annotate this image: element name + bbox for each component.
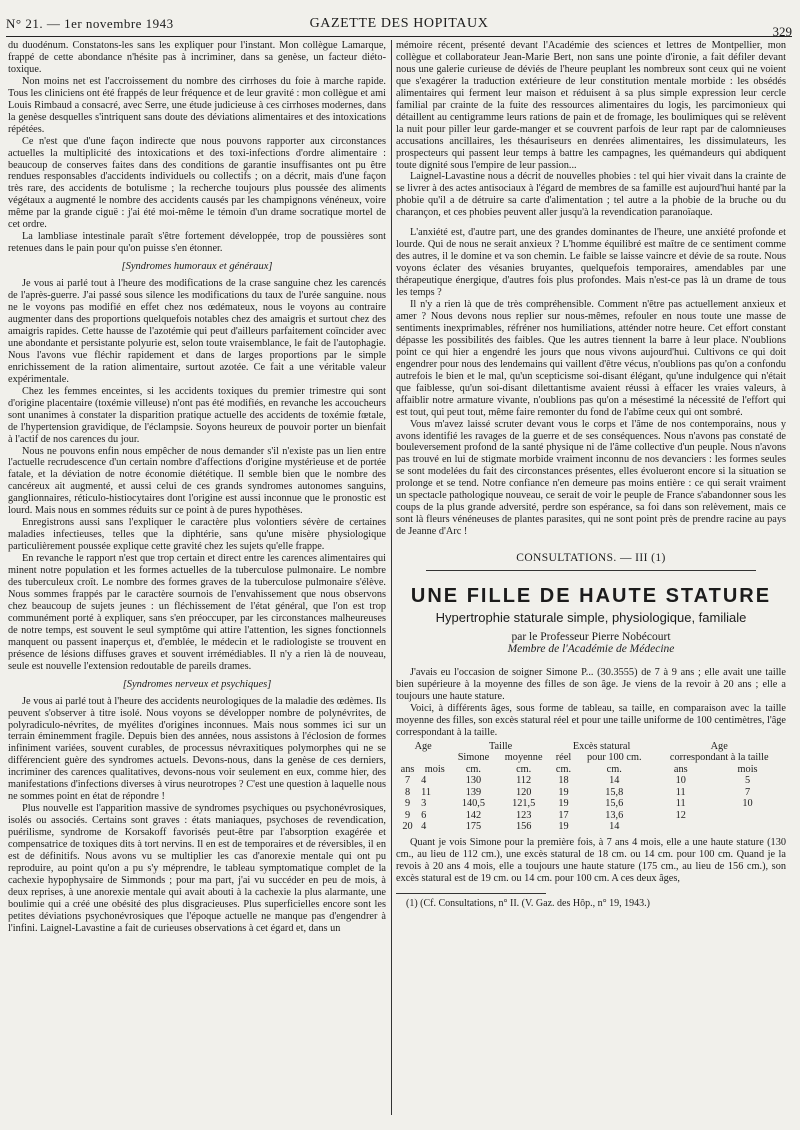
table-header-cell: Taille bbox=[488, 740, 513, 752]
table-header-cell: mois bbox=[424, 763, 445, 775]
paragraph: Vous m'avez laissé scruter devant vous le corps et l'âme de nos contemporains, nous y avons identifié les ravages de la guerre et de ses conséquences. Nous n'avons pas constaté de bouleversement profond de la santé physique ni de l'âme collective d'un peuple. Nous n'avons pas trouvé en lui de stigmate morbide vraiment inconnu de nos devanciers : les formes seules se sont modelées du fait des circonstances présentes, elles évolueront encore si la situation se prolonge et se tend. Notre confiance n'en demeure pas moins entière : ce qui serait vraiment un spectacle pathologique nouveau, ce serait de voir le peuple de France s'abandonner sous les coups de la plus grande adversité, perdre son espérance, sa foi dans son relèvement, mais ce sont là fleurs vénéneuses de plantes parasites, qui ne sont point près de prendre racine au pays de Jeanne d'Arc ! bbox=[396, 418, 786, 538]
section-rule bbox=[426, 570, 756, 571]
table-cell: 9 bbox=[404, 809, 411, 821]
table-cell: 15,8 bbox=[605, 786, 624, 798]
table-cell: 12 bbox=[675, 809, 686, 821]
table-header-cell: cm. bbox=[606, 763, 622, 775]
paragraph: mémoire récent, présenté devant l'Académie des sciences et lettres de Montpellier, mon collègue et collaborateur Jean-Marie Bert, non sans une pointe d'ironie, a fait défiler devant nous une galerie curieuse de déviés de l'heure peuplant les nombreux sont ceux qui ne voient que s'exagérer la traduction extérieure de leur constitution mentale morbide : les obsédés alimentaires qui ferment leur maison et réduisent à sa plus simple expression leur cercle familial par crainte de la fuite des ressources alimentaires du logis, les parcimonieux qui détaillent au centigramme leurs rations de pain et de fromage, les boulimiques qui se relèvent la nuit pour piller leur garde-manger et se couvrent parfois de leur rapt par de calomnieuses accusations ancillaires, les thésauriseurs en denrées alimentaires, les dissimulateurs, les prospecteurs qui passent leur temps à battre les campagnes, les quémandeurs qui abdiquent toute dignité sous l'empire de leur passion... bbox=[396, 40, 786, 171]
table-cell: 121,5 bbox=[512, 798, 536, 810]
table-row bbox=[396, 798, 786, 810]
table-header-cell: Age bbox=[414, 740, 432, 752]
table-header-row bbox=[396, 741, 786, 753]
paragraph: Nous ne pouvons enfin nous empêcher de nous demander s'il n'existe pas un lien entre l'actuelle recrudescence d'un certain nombre d'affections d'origine mystérieuse et de portée fatale, et la déviation de notre économie diététique. Il semble bien que le nombre des cancéreux ait augmenté, et aussi celui de ces grands syndromes autonomes sanguins, ganglionnaires, réticulo-histiocytaires dont l'origine est aussi inconnue que le pronostic est lourd. Mais nous en sommes réduits sur ce point à de pures hypothèses. bbox=[8, 445, 386, 517]
section-subheading: [Syndromes nerveux et psychiques] bbox=[122, 678, 272, 690]
table-cell: 4 bbox=[421, 775, 427, 787]
footnote: (1) (Cf. Consultations, n° II. (V. Gaz. des Hôp., n° 19, 1943.) bbox=[406, 897, 650, 909]
table-header-cell: moyenne bbox=[504, 752, 543, 764]
table-header-cell: cm. bbox=[555, 763, 572, 775]
author-affiliation: Membre de l'Académie de Médecine bbox=[507, 643, 675, 656]
table-cell bbox=[709, 821, 786, 833]
article-subtitle: Hypertrophie staturale simple, physiologique, familiale bbox=[435, 610, 747, 626]
table-cell: 20 bbox=[402, 821, 413, 833]
table-header-cell: Simone bbox=[457, 752, 490, 764]
table-cell: 11 bbox=[675, 798, 686, 810]
table-header-cell: correspondant à la taille bbox=[669, 752, 769, 764]
table-header-row bbox=[396, 752, 786, 764]
left-column bbox=[8, 40, 386, 1115]
issue-info: N° 21. — 1er novembre 1943 bbox=[6, 16, 174, 31]
paragraph: La lambliase intestinale paraît s'être fortement développée, trop de poussières sont retenues dans le pain pour qu'on puisse s'en étonner. bbox=[8, 231, 386, 255]
journal-title: GAZETTE DES HOPITAUX bbox=[309, 16, 489, 31]
table-cell: 3 bbox=[421, 798, 427, 810]
table-row bbox=[396, 810, 786, 822]
consultations-heading: CONSULTATIONS. — III (1) bbox=[516, 552, 666, 565]
stature-table bbox=[396, 741, 786, 833]
paragraph: Ce n'est que d'une façon indirecte que nous pouvons rapporter aux circonstances actuelles la multiplicité des intoxications et des toxi-infections d'ordre alimentaire : beaucoup de conserves faites dans des conditions de garantie insuffisantes ont pu être rendues responsables d'accidents individuels ou collectifs ; on a décrit, mais d'une façon très rare, des accidents de botulisme ; la recherche toujours plus poussée des aliments végétaux a augmenté le nombre des accidents causés par les champignons vénéneux, voire même par la grande ciguë : j'ai été moi-même le témoin d'un drame socratique mortel de cet ordre. bbox=[8, 135, 386, 231]
table-cell: 5 bbox=[744, 775, 751, 787]
paragraph: J'avais eu l'occasion de soigner Simone P... (30.3555) de 7 à 9 ans ; elle avait une taille bien supérieure à la moyenne des filles de son âge. Je viens de la revoir à 20 ans ; elle a toujours une haute stature. bbox=[396, 667, 786, 702]
table-cell: 19 bbox=[558, 798, 569, 810]
table-cell: 156 bbox=[515, 821, 532, 833]
table-header-cell: ans bbox=[673, 763, 688, 775]
header-rule bbox=[6, 36, 792, 37]
paragraph: L'anxiété est, d'autre part, une des grandes dominantes de l'heure, une anxiété profonde et lourde. Qui de nous ne serait anxieux ? L'homme équilibré est maître de ce sentiment comme des autres, il le domine et va son chemin. Le faible se laisse vaincre et dévie de sa route. Nous voyons éclater des vésanies bruyantes, quelquefois temporaires, amendables par une thérapeutique énergique, d'autres fois plus profondes. Mais n'est-ce pas là un drame de tous les temps ? bbox=[396, 227, 786, 299]
table-cell: 14 bbox=[609, 821, 620, 833]
article-author: par le Professeur Pierre Nobécourt bbox=[511, 631, 671, 644]
table-cell: 17 bbox=[558, 809, 569, 821]
paragraph: Voici, à différents âges, sous forme de tableau, sa taille, en comparaison avec la taille moyenne des filles, son excès statural réel et pour une taille uniforme de 100 centimètres, l'âge correspondant à la taille. bbox=[396, 702, 786, 738]
article-title: UNE FILLE DE HAUTE STATURE bbox=[410, 585, 772, 608]
table-cell: 120 bbox=[515, 786, 532, 798]
paragraph: En revanche le rapport n'est que trop certain et direct entre les carences alimentaires qui minent notre population et les formes actuelles de la tuberculose pulmonaire. Le nombre des tuberculeux croît. Le nombre des formes graves de la tuberculose pulmonaire s'élève. Nous sommes frappés par le caractère sournois de l'envahissement que nous observons chez beaucoup de sujets jeunes : un fléchissement de l'état général, que l'on est trop communément porté à expliquer, sans s'en préoccuper, par les circonstances malheureuses de notre temps, est souvent le seul symptôme qui attire l'attention, les signes fonctionnels manquent ou passent inaperçus et, d'emblée, le médecin et le radiologiste se trouvent en présence de lésions diffuses graves et souvent irrémédiables. Il n'y a rien là de nouveau, seule est nouvelle l'extension redoutable de pareils drames. bbox=[8, 553, 386, 672]
page-number: 329 bbox=[772, 24, 792, 39]
table-row bbox=[396, 821, 786, 833]
right-column bbox=[396, 40, 786, 1115]
table-cell: 123 bbox=[515, 809, 532, 821]
table-cell: 14 bbox=[609, 775, 620, 787]
paragraph: Je vous ai parlé tout à l'heure des modifications de la crase sanguine chez les carencés de l'après-guerre. J'ai passé sous silence les modifications du taux de l'urée sanguine. nous ne le voyons pas modifié en effet chez nos œdémateux, nous le voyons au contraire augmenter dans des proportions quelquefois notables chez des amaigris et surtout chez des amaigris rapides. Cette hausse de l'azotémie qui peut d'ailleurs parfaitement coïncider avec une abondante et persistante polyurie est, selon toute vraisemblance, le fait de l'autophagie. Nous l'avons vue fléchir rapidement et dans de larges proportions par le simple enrichissement de la ration alimentaire, surtout azotée. Ce fait a une véritable valeur expérimentale. bbox=[8, 278, 386, 385]
table-cell: 15,6 bbox=[605, 798, 624, 810]
table-cell bbox=[709, 810, 786, 822]
paragraph: Il n'y a rien là que de très compréhensible. Comment n'être pas actuellement anxieux et amer ? Nous devons nous replier sur nous-mêmes, refouler en nous toute une masse de sentiments inexprimables, réfréner nos humiliations, atténder notre heure. Cet effort constant dépasse les possibilités des faibles. Que les autres tiennent la barre à leur place. N'oublions point ce qui hier a engendré les jours que nous vivons aujourd'hui. Cultivons ce qui doit engendrer pour nous des lendemains qui vaillent d'être vécus, n'oublions pas qu'on a confondu autrefois le bien et le mal, qu'un scepticisme soi-disant élégant, qu'une indulgence qui n'était que faiblesse, qu'un soi-disant dilettantisme avaient réussi à effacer les vraies valeurs, à affaiblir notre armature vivante, n'oublions pas qu'on a mésestimé la nécessité de l'effort qui est tout, qui peut tout, même faire remonter du fond de l'abîme ceux qui ont sombré. bbox=[396, 299, 786, 418]
table-header-row bbox=[396, 764, 786, 776]
table-cell: 19 bbox=[558, 821, 569, 833]
table-row bbox=[396, 787, 786, 799]
table-row bbox=[396, 775, 786, 787]
paragraph: Enregistrons aussi sans l'expliquer le caractère plus volontiers sévère de certaines maladies infectieuses, telles que la diphtérie, sans qu'une misère physiologique particulièrement poussée explique cette gravité chez les sujets qu'elle frappe. bbox=[8, 517, 386, 553]
footnote-rule bbox=[396, 893, 546, 894]
table-header-cell: réel bbox=[555, 752, 572, 764]
table-cell: 7 bbox=[744, 786, 751, 798]
table-cell: 13,6 bbox=[605, 809, 624, 821]
paragraph: Quant je vois Simone pour la première fois, à 7 ans 4 mois, elle a une haute stature (130 cm., au lieu de 112 cm.), une excès statural de 18 cm. ou 14 cm. pour 100 cm. Quand je la revois à 20 ans 4 mois, elle a toujours une haute stature (175 cm., au lieu de 156 cm.), son excès statural est de 19 cm. ou 14 cm. pour 100 cm. A ces deux âges, bbox=[396, 836, 786, 884]
paragraph: Je vous ai parlé tout à l'heure des accidents neurologiques de la maladie des œdèmes. Ils peuvent s'observer à titre isolé. Nous voyons se développer nombre de polynévrites, de polyradiculo-névrites, de myélites d'origines inconnues. Mais nous sommes ici sur un terrain éminemment fragile. Depuis bien des années, nous assistons à l'éclosion de formes infiniment variées, souvent curables, de processus névraxitiques polymorphes qui ne se différencient guère des syndromes actuels. Devons-nous, dans la genèse de ces derniers, incriminer des carences qualitatives, devons-nous voir seulement en eux, comme hier, des manifestations d'infections diverses à virus neurotropes ? C'est une question à laquelle nous ne sommes point en état de répondre ! bbox=[8, 695, 386, 803]
table-header-cell: pour 100 cm. bbox=[586, 752, 642, 764]
table-cell: 11 bbox=[675, 786, 686, 798]
paragraph: Non moins net est l'accroissement du nombre des cirrhoses du foie à marche rapide. Tous les cliniciens ont été frappés de leur fréquence et de leur gravité : mon collègue et ami Louis Rimbaud a consacré, avec Serre, une étude judicieuse à ces cirrhoses modernes, dans la genèse desquelles s'intriquent sans doute des déviations alimentaires et des intoxications répétées. bbox=[8, 75, 386, 135]
table-header-cell: cm. bbox=[516, 763, 532, 775]
table-cell: 175 bbox=[465, 821, 482, 833]
running-header bbox=[6, 14, 792, 39]
table-cell bbox=[652, 821, 709, 833]
table-cell: 19 bbox=[558, 786, 569, 798]
paragraph: Chez les femmes enceintes, si les accidents toxiques du premier trimestre qui sont d'origine placentaire (toxémie villeuse) n'ont pas été modifiés, en revanche les accoucheurs sont unanimes à constater la disparition pratique actuelle des accidents de toxémie fœtale, de l'hypertension gravidique, de l'éclampsie. Soyons heureux de pouvoir porter un bienfait à l'actif de nos carences du jour. bbox=[8, 385, 386, 445]
table-cell: 11 bbox=[421, 786, 431, 798]
table-header-cell: Age bbox=[710, 740, 728, 752]
table-cell: 4 bbox=[421, 821, 427, 833]
table-cell: 139 bbox=[465, 786, 482, 798]
table-header-cell: Excès statural bbox=[572, 740, 631, 752]
section-subheading: [Syndromes humoraux et généraux] bbox=[121, 261, 273, 273]
column-separator bbox=[391, 40, 392, 1115]
table-header-cell: ans bbox=[400, 763, 415, 775]
table-cell: 7 bbox=[404, 775, 411, 787]
table-cell: 9 bbox=[404, 798, 411, 810]
paragraph: Plus nouvelle est l'apparition massive de syndromes psychiques ou psychonévrosiques, isolés ou associés. Certains sont graves : états maniaques, psychoses de revendication, puérilisme, syndrome de Korsakoff favorisés peut-être par l'absorption exagérée et compensatrice de toxiques dits à tort nervins. Il en est de temporaires et de réversibles, il en est de définitifs. Nous avons vu se multiplier les cas d'anorexie mentale qui ont pu reproduire, au point qu'on a pu s'y méprendre, le tableau symptomatique complet de la cachexie hypophysaire de Simmonds ; pour ma part, j'ai vu succéder en peu de mois, à deux reprises, à une anorexie mentale qui avait abouti à la cachexie la plus alarmante, une boulimie qui a créé une obésité des plus disgracieuses. Plus superficielles encore sont les petites déviations psychonévrosiques que l'époque actuelle ne manque pas d'engendrer à l'infini. Laignel-Lavastine a fait de curieuses observations à cet égard et, dans un bbox=[8, 803, 386, 934]
table-cell: 8 bbox=[404, 786, 411, 798]
table-cell: 10 bbox=[742, 798, 753, 810]
table-cell: 142 bbox=[465, 809, 482, 821]
table-cell: 130 bbox=[465, 775, 482, 787]
table-cell: 6 bbox=[421, 809, 427, 821]
table-cell: 18 bbox=[558, 775, 569, 787]
table-cell: 112 bbox=[516, 775, 532, 787]
table-cell: 10 bbox=[675, 775, 686, 787]
paragraph: du duodénum. Constatons-les sans les expliquer pour l'instant. Mon collègue Lamarque, frappé de cette abondance n'hésite pas à incriminer, dans sa genèse, un facteur diéto-toxique. bbox=[8, 40, 386, 75]
paragraph: Laignel-Lavastine nous a décrit de nouvelles phobies : tel qui hier vivait dans la crainte de se livrer à des actes antisociaux à l'égard de membres de sa famille est aujourd'hui hanté par la phobie qu'il a de détruire sa carte d'alimentation ; tel autre a la phobie de la bruche ou du charançon, et ces phobies peuvent aller jusqu'à la revendication paranoïaque. bbox=[396, 171, 786, 219]
table-header-cell: cm. bbox=[465, 763, 481, 775]
table-header-cell bbox=[396, 752, 450, 764]
table-header-cell: mois bbox=[737, 763, 758, 775]
table-cell: 140,5 bbox=[461, 798, 485, 810]
